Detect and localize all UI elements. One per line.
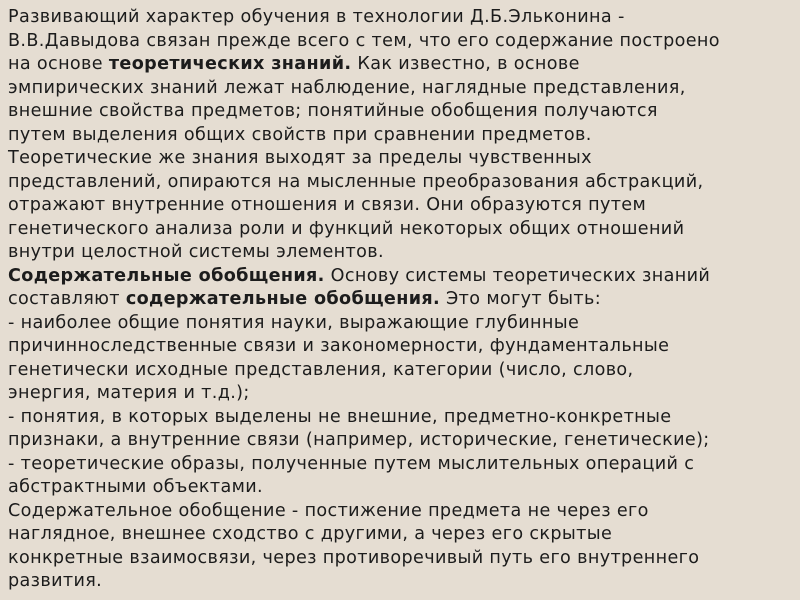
text-segment: энергия, материя и т.д.); [8, 383, 250, 403]
text-segment: эмпирических знаний лежат наблюдение, наглядные представления, [8, 77, 686, 98]
text-segment: В.В.Давыдова связан прежде всего с тем, что его содержание построено [8, 30, 720, 51]
text-segment: генетического анализа роли и функций некоторых общих отношений [8, 218, 685, 239]
text-line [8, 6, 794, 30]
text-line [8, 429, 794, 453]
slide-text-body [8, 6, 794, 594]
text-segment: составляют [8, 289, 126, 309]
text-line [8, 335, 794, 359]
text-line [8, 241, 794, 265]
text-line [8, 547, 794, 571]
text-line [8, 288, 794, 312]
text-segment: - наиболее общие понятия науки, выражающие глубинные [8, 312, 580, 333]
text-segment: развития. [8, 571, 103, 591]
text-line [8, 53, 794, 77]
text-segment: - теоретические образы, полученные путем мыслительных операций с [8, 453, 695, 474]
text-line [8, 77, 794, 101]
text-line [8, 218, 794, 242]
text-line [8, 100, 794, 124]
text-segment: отражают внутренние отношения и связи. Они образуются путем [8, 195, 647, 215]
text-segment: абстрактными объектами. [8, 477, 263, 497]
bold-text-segment: Содержательные обобщения. [8, 265, 325, 286]
text-line [8, 406, 794, 430]
text-segment: Как известно, в основе [351, 54, 580, 74]
text-line [8, 476, 794, 500]
text-segment: признаки, а внутренние связи (например, исторические, генетические); [8, 430, 710, 450]
text-segment: Развивающий характер обучения в технологии Д.Б.Эльконина - [8, 7, 625, 27]
text-line [8, 359, 794, 383]
text-segment: конкретные взаимосвязи, через противоречивый путь его внутреннего [8, 547, 700, 568]
text-segment: внешние свойства предметов; понятийные обобщения получаются [8, 101, 658, 121]
text-line [8, 147, 794, 171]
text-segment: генетически исходные представления, категории (число, слово, [8, 359, 634, 380]
text-segment: Это могут быть: [440, 289, 601, 309]
bold-text-segment: содержательные обобщения. [125, 289, 441, 309]
text-segment: представлений, опираются на мысленные преобразования абстракций, [8, 171, 704, 192]
text-line [8, 570, 794, 594]
text-line [8, 523, 794, 547]
text-segment: внутри целостной системы элементов. [8, 242, 384, 262]
text-line [8, 453, 794, 477]
text-line [8, 171, 794, 195]
text-line [8, 265, 794, 289]
text-segment: на основе [8, 54, 109, 74]
text-line [8, 500, 794, 524]
text-line [8, 194, 794, 218]
text-segment: - понятия, в которых выделены не внешние, предметно-конкретные [8, 406, 672, 427]
text-segment: наглядное, внешнее сходство с другими, а через его скрытые [8, 524, 613, 544]
bold-text-segment: теоретических знаний. [108, 54, 352, 74]
text-line [8, 382, 794, 406]
text-segment: Основу системы теоретических знаний [324, 265, 711, 286]
text-segment: причинноследственные связи и закономерности, фундаментальные [8, 336, 670, 356]
text-line [8, 30, 794, 54]
text-segment: Теоретические же знания выходят за пределы чувственных [8, 148, 592, 168]
text-segment: Содержательное обобщение - постижение предмета не через его [8, 500, 649, 521]
text-segment: путем выделения общих свойств при сравнении предметов. [8, 124, 592, 145]
text-line [8, 312, 794, 336]
text-line [8, 124, 794, 148]
